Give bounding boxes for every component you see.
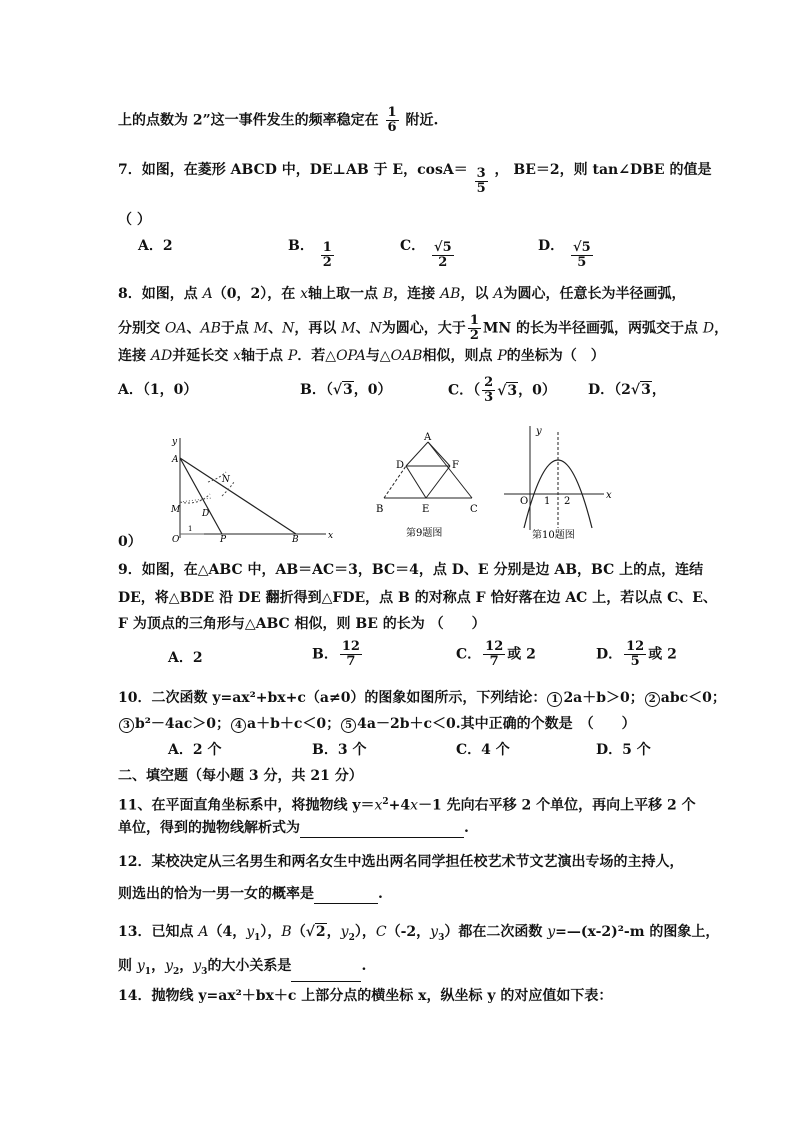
label-p: P	[220, 535, 227, 544]
text: （4，	[208, 924, 247, 940]
text: 则	[118, 958, 137, 974]
numerator: 1	[387, 105, 397, 120]
label-o: O	[520, 496, 529, 507]
text: 或 2	[648, 646, 677, 663]
q11-line2	[118, 818, 469, 838]
q8-line2	[118, 314, 728, 343]
text: 13．已知点	[118, 924, 199, 940]
figure-q9	[372, 432, 488, 548]
text: abc＜0；	[660, 690, 726, 706]
text: 则选出的恰为一男一女的概率是	[118, 886, 314, 902]
text: .	[464, 820, 469, 836]
fraction	[483, 640, 505, 669]
fraction	[321, 241, 334, 270]
text: a＋b＋c＜0；	[247, 716, 341, 732]
math-var: M	[253, 320, 269, 337]
text: （	[291, 924, 306, 940]
math-var: x	[300, 286, 309, 302]
math-var: A	[198, 924, 209, 940]
figure-q10	[500, 422, 616, 548]
caption: 第9题图	[406, 528, 443, 539]
segment-ab	[180, 458, 296, 534]
text: 轴上取一点	[308, 286, 383, 302]
text: 相似，则点	[422, 348, 498, 364]
label: D．	[538, 238, 565, 254]
text: ．若△	[297, 348, 337, 364]
q10-line1	[118, 688, 726, 708]
text: 的坐标为（ ）	[506, 348, 605, 364]
text: ，以	[460, 286, 494, 302]
numerator: √5	[434, 240, 452, 255]
math-var: A	[493, 286, 504, 302]
answer-blank[interactable]	[291, 967, 361, 982]
text: 或 2	[507, 646, 536, 663]
text: 4a－2b＋c＜0.其中正确的个数是 （ ）	[357, 716, 636, 732]
radicand: 5	[442, 240, 452, 255]
text: ，0）	[353, 382, 392, 398]
label: D．	[596, 646, 623, 663]
q12-line1: 12．某校决定从三名男生和两名女生中选出两名同学担任校艺术节文艺演出专场的主持人，	[118, 854, 684, 870]
math-var: x	[233, 348, 241, 364]
math-var: B	[382, 286, 394, 302]
math-var: y	[193, 958, 202, 974]
radicand: 3	[343, 382, 353, 398]
text: .	[378, 886, 383, 902]
text: 、	[355, 320, 370, 337]
label-a: A	[172, 455, 179, 465]
q10-option-d: D．5 个	[596, 742, 651, 758]
answer-blank[interactable]	[314, 889, 378, 904]
denominator: 7	[346, 654, 356, 669]
q7-option-a: A．2	[138, 238, 173, 254]
text: ，	[714, 320, 729, 337]
math-var: OAB	[390, 348, 423, 364]
figure-q10-svg	[500, 422, 616, 544]
text: 11、在平面直角坐标系中，将抛物线 y＝	[118, 797, 375, 814]
text: ，	[151, 958, 166, 974]
denominator: 2	[438, 255, 448, 270]
q7-option-c	[400, 236, 456, 270]
sqrt: √3	[630, 382, 651, 398]
text: 单位，得到的抛物线解析式为	[118, 820, 300, 836]
segment-ap	[180, 458, 222, 534]
text: －1 先向右平移 2 个单位，再向上平移 2 个	[418, 797, 696, 814]
q9-option-a: A．2	[168, 650, 203, 666]
q13-line2	[118, 956, 366, 982]
numerator: 2	[484, 375, 494, 390]
circled-number: 2	[645, 692, 660, 707]
q7-stem	[118, 160, 711, 196]
sqrt: √2	[305, 924, 326, 940]
segment-da	[406, 442, 428, 466]
math-var: B	[281, 924, 292, 940]
label-y: y	[536, 426, 542, 437]
text: =—(x-2)²-m 的图象上，	[555, 924, 720, 940]
text: ，	[179, 958, 194, 974]
text: ）都在二次函数	[444, 924, 548, 940]
tick-label: 1	[188, 525, 193, 533]
q7-option-b	[288, 236, 336, 270]
fraction-three-fifths	[475, 167, 488, 196]
label: C．	[456, 646, 482, 663]
q6-continuation	[118, 106, 438, 135]
fraction-one-sixth	[386, 106, 399, 135]
segment-af	[428, 442, 450, 466]
numerator: 12	[341, 639, 360, 654]
math-var: AD	[150, 348, 173, 364]
q8-option-c	[448, 376, 556, 405]
label: C．	[400, 238, 426, 254]
text: +4	[388, 797, 411, 814]
q8-line3	[118, 346, 605, 366]
math-var: M	[341, 320, 356, 337]
answer-blank[interactable]	[300, 823, 464, 838]
q8-option-a: A．（1，0）	[118, 382, 198, 398]
label-c: C	[470, 504, 478, 515]
text: ， BE＝2，则 tan∠DBE 的值是	[494, 162, 712, 178]
label-o: O	[172, 535, 180, 544]
q9-line3: F 为顶点的三角形与△ABC 相似，则 BE 的长为 （ ）	[118, 616, 486, 632]
text: ，0）	[518, 382, 556, 399]
circled-number: 4	[231, 718, 246, 733]
segment-ef	[426, 466, 450, 498]
q7-answer-paren: （ ）	[118, 212, 151, 228]
math-var: y	[165, 958, 173, 974]
numerator: 1	[322, 240, 332, 255]
numerator: 3	[476, 166, 486, 181]
label-a: A	[424, 432, 432, 443]
math-var: AB	[440, 286, 461, 302]
section-heading: 二、填空题（每小题 3 分，共 21 分）	[118, 768, 363, 784]
text: ），	[260, 924, 282, 940]
text: 分别交	[118, 320, 165, 337]
text: 与△	[365, 348, 391, 364]
label-d: D	[396, 460, 405, 471]
denominator: 6	[387, 120, 397, 135]
q13-line1	[118, 922, 719, 948]
q12-line2	[118, 884, 383, 904]
math-var: OPA	[336, 348, 366, 364]
fraction-half	[468, 314, 481, 343]
math-var: P	[497, 348, 507, 364]
text: 的大小关系是	[207, 958, 292, 974]
q8-option-d	[588, 380, 666, 400]
text: （0，2），在	[212, 286, 301, 302]
text: 并延长交	[172, 348, 234, 364]
math-var: N	[282, 320, 295, 337]
text: MN 的长为半径画弧，两弧交于点	[482, 320, 703, 337]
caption: 第10题图	[532, 530, 575, 541]
text: 于点	[220, 320, 254, 337]
q10-option-c: C．4 个	[456, 742, 510, 758]
text: 7．如图，在菱形 ABCD 中，DE⊥AB 于 E，cosA＝	[118, 162, 468, 178]
q10-line2	[118, 714, 636, 734]
q8-line1	[118, 284, 685, 304]
text: 2a＋b＞0；	[563, 690, 644, 706]
figure-q8-svg	[168, 432, 334, 544]
fraction	[571, 241, 593, 270]
denominator: 5	[630, 654, 640, 669]
exponent: 2	[382, 797, 389, 807]
math-var: P	[287, 348, 298, 364]
label-m: M	[171, 505, 181, 515]
q14-line1: 14．抛物线 y=ax²＋bx＋c 上部分点的横坐标 x，纵坐标 y 的对应值如下表：	[118, 988, 613, 1004]
numerator: √5	[573, 240, 591, 255]
q10-option-a: A．2 个	[168, 742, 222, 758]
denominator: 2	[322, 255, 332, 270]
arc	[180, 494, 210, 503]
label-y: y	[172, 437, 178, 447]
math-var: D	[702, 320, 715, 337]
math-var: C	[375, 924, 387, 940]
label-f: F	[452, 460, 459, 471]
sqrt: √3	[332, 382, 353, 398]
fraction	[624, 640, 646, 669]
q10-option-b: B．3 个	[312, 742, 367, 758]
text: 10．二次函数 y=ax²+bx+c（a≠0）的图象如图所示，下列结论：	[118, 690, 547, 706]
radicand: 3	[507, 382, 518, 399]
label-b: B	[376, 504, 384, 515]
text: C．（	[448, 382, 481, 399]
numerator: 1	[469, 313, 479, 328]
fraction	[432, 241, 454, 270]
text: 、	[268, 320, 283, 337]
math-var: y	[246, 924, 255, 940]
label-x: x	[328, 531, 334, 541]
math-var: x	[410, 797, 419, 814]
label-n: N	[222, 475, 230, 485]
fraction	[482, 376, 495, 405]
construction-line	[180, 498, 212, 502]
subscript: 1	[144, 966, 152, 977]
text: 为圆心，任意长为半径画弧，	[503, 286, 686, 302]
q9-option-b	[312, 640, 364, 669]
math-var: x	[374, 797, 383, 814]
denominator: 5	[577, 255, 587, 270]
text: ，连接	[393, 286, 441, 302]
fraction	[340, 640, 362, 669]
math-var: A	[202, 286, 213, 302]
segment-ac	[428, 442, 472, 498]
tick-2: 2	[564, 496, 571, 507]
tick-1: 1	[544, 496, 551, 507]
math-var: AB	[200, 320, 221, 337]
segment-de	[406, 466, 426, 498]
label-e: E	[422, 504, 430, 515]
text: 为圆心，大于	[381, 320, 466, 337]
label-b: B	[292, 535, 299, 544]
q8-option-b	[300, 380, 392, 400]
math-var: y	[547, 924, 556, 940]
subscript: 3	[201, 966, 208, 977]
q11-line1	[118, 792, 696, 816]
text: 轴于点	[241, 348, 288, 364]
label: B．	[312, 646, 338, 663]
q7-option-d	[538, 236, 595, 270]
figure-q8	[168, 432, 334, 548]
q9-option-c	[456, 640, 536, 669]
math-var: y	[340, 924, 349, 940]
subscript: 3	[438, 932, 445, 943]
text: 上的点数为 2”这一事件发生的频率稳定在	[118, 112, 379, 129]
denominator: 5	[476, 181, 486, 196]
math-var: OA	[164, 320, 187, 337]
denominator: 2	[469, 328, 479, 343]
text: 8．如图，点	[118, 286, 203, 302]
text: b²－4ac＞0；	[135, 716, 230, 732]
sqrt: √3	[497, 382, 518, 399]
text: ，	[651, 382, 666, 398]
text: 附近.	[405, 112, 439, 129]
radicand: 3	[641, 382, 651, 398]
q9-line1: 9．如图，在△ABC 中，AB＝AC＝3，BC＝4，点 D、E 分别是边 AB，BC 上的点，连结	[118, 562, 704, 578]
text: B．（	[300, 382, 333, 398]
text: ，	[326, 924, 341, 940]
numerator: 12	[626, 639, 645, 654]
text: （-2，	[386, 924, 431, 940]
q8-option-d-tail: 0）	[118, 534, 142, 550]
math-var: N	[369, 320, 382, 337]
circled-number: 3	[119, 718, 134, 733]
text: 连接	[118, 348, 151, 364]
subscript: 2	[172, 966, 180, 977]
denominator: 3	[484, 390, 494, 405]
text: 、	[186, 320, 201, 337]
q9-line2: DE，将△BDE 沿 DE 翻折得到△FDE，点 B 的对称点 F 恰好落在边 AC 上，若以点 C、E、	[118, 590, 717, 606]
label-x: x	[606, 490, 612, 501]
numerator: 12	[485, 639, 504, 654]
text: D．（2	[588, 382, 631, 398]
text: .	[361, 958, 367, 974]
circled-number: 1	[547, 692, 562, 707]
math-var: y	[430, 924, 439, 940]
denominator: 7	[489, 654, 499, 669]
radicand: 5	[581, 240, 591, 255]
label-d: D	[202, 509, 210, 519]
radicand: 2	[315, 924, 326, 940]
text: ，再以	[294, 320, 342, 337]
subscript: 2	[348, 932, 355, 943]
q9-option-d	[596, 640, 677, 669]
text: ），	[354, 924, 376, 940]
circled-number: 5	[341, 718, 356, 733]
label: B．	[288, 238, 314, 254]
figure-q9-svg	[372, 432, 488, 544]
math-var: y	[136, 958, 145, 974]
subscript: 1	[254, 932, 261, 943]
